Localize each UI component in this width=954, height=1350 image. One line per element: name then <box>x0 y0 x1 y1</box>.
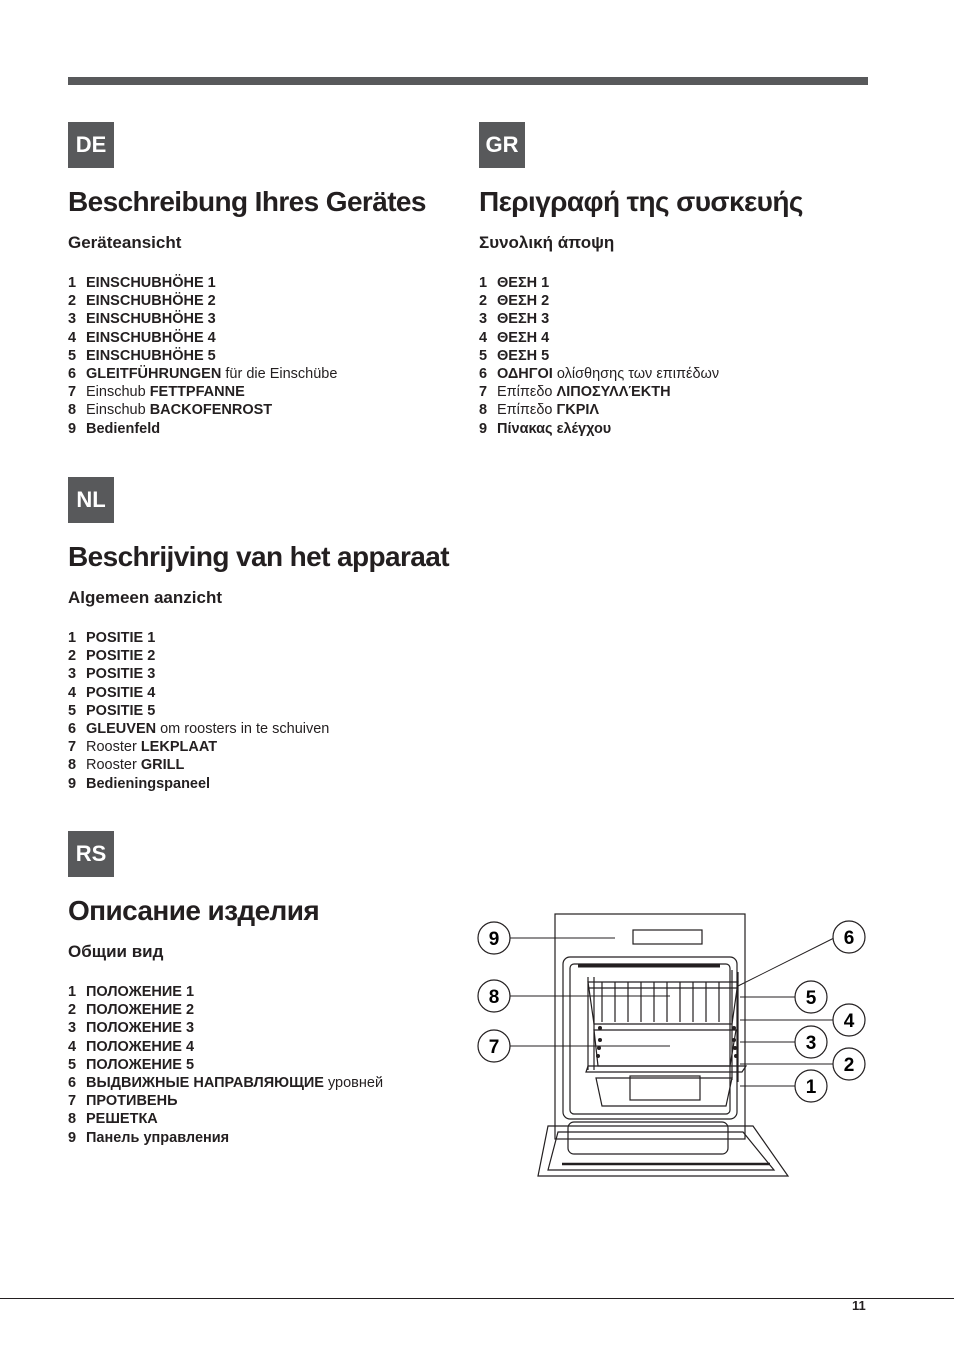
item-number: 4 <box>68 329 77 346</box>
grill-rack <box>588 982 738 1024</box>
item-label: GRILL <box>140 757 185 774</box>
list-item <box>68 310 337 328</box>
list-item <box>479 401 719 419</box>
section-subtitle-rs: Общии вид <box>68 942 164 961</box>
item-label: ПРОТИВЕНЬ <box>86 1093 178 1110</box>
item-label: Πίνακας ελέγχου <box>497 420 612 437</box>
oven-cavity-frame <box>563 957 737 1119</box>
item-number: 1 <box>68 630 77 646</box>
item-suffix: уровней <box>323 1075 384 1092</box>
item-label: GLEITFÜHRUNGEN <box>86 366 222 383</box>
item-number: 5 <box>68 1056 77 1073</box>
oven-diagram <box>470 900 870 1190</box>
list-item <box>68 1019 383 1037</box>
item-label: GLEUVEN <box>86 721 157 738</box>
item-number: 7 <box>68 1093 77 1110</box>
callout-9 <box>478 922 510 954</box>
list-item <box>68 665 329 683</box>
section-subtitle-gr: Συνολική άποψη <box>479 233 615 252</box>
rail-dots <box>596 1026 738 1058</box>
item-number: 8 <box>68 1111 77 1128</box>
item-number: 8 <box>479 402 488 419</box>
svg-text:1: 1 <box>805 1077 817 1098</box>
item-number: 3 <box>479 311 488 328</box>
item-suffix: ολίσθησης των επιπέδων <box>552 366 720 383</box>
item-label: ПОЛОЖЕНИЕ 5 <box>86 1056 195 1073</box>
svg-text:7: 7 <box>488 1037 500 1058</box>
item-number: 3 <box>68 1020 77 1037</box>
section-rs <box>68 831 468 1146</box>
leader-lines <box>508 938 834 1086</box>
list-item <box>479 274 719 292</box>
item-label: ΛΙΠΟΣΥΛΛΈΚΤΗ <box>556 384 671 401</box>
item-number: 7 <box>479 384 488 401</box>
svg-text:3: 3 <box>805 1033 817 1054</box>
list-item <box>68 401 337 419</box>
list-item <box>68 983 383 1001</box>
list-item <box>68 292 337 310</box>
section-title-nl: Beschrijving van het apparaat <box>68 541 449 572</box>
item-number: 9 <box>68 420 77 437</box>
item-label: ПОЛОЖЕНИЕ 2 <box>86 1002 195 1019</box>
item-number: 5 <box>479 347 488 364</box>
item-number: 9 <box>479 420 488 437</box>
item-label: ΘΕΣΗ 2 <box>497 293 550 310</box>
item-number: 2 <box>68 293 77 310</box>
drip-tray <box>586 1030 746 1072</box>
item-label: Bedienfeld <box>86 420 161 437</box>
item-prefix: Rooster <box>86 739 141 756</box>
item-number: 2 <box>68 1002 77 1019</box>
item-suffix: om roosters in te schuiven <box>156 721 330 738</box>
item-label: POSITIE 3 <box>86 666 156 683</box>
item-prefix: Einschub <box>86 384 150 401</box>
list-item <box>479 365 719 383</box>
list-item <box>68 684 329 702</box>
item-number: 6 <box>68 1075 77 1092</box>
item-label: Bedieningspaneel <box>86 775 211 792</box>
list-item <box>68 1038 383 1056</box>
parts-list-gr <box>479 274 719 438</box>
item-number: 4 <box>68 684 77 701</box>
svg-text:9: 9 <box>488 929 500 950</box>
callout-2 <box>833 1048 865 1080</box>
item-label: POSITIE 4 <box>86 684 156 701</box>
list-item <box>68 720 329 738</box>
list-item <box>479 420 719 438</box>
item-label: EINSCHUBHÖHE 1 <box>86 275 216 291</box>
list-item <box>68 274 337 292</box>
list-item <box>68 1074 383 1092</box>
item-label: ΘΕΣΗ 5 <box>497 347 550 364</box>
item-label: EINSCHUBHÖHE 2 <box>86 293 216 310</box>
item-number: 6 <box>479 366 488 383</box>
item-number: 2 <box>479 293 488 310</box>
item-number: 9 <box>68 775 77 792</box>
list-item <box>479 329 719 347</box>
svg-text:8: 8 <box>488 987 500 1008</box>
callout-6 <box>833 921 865 953</box>
item-label: FETTPFANNE <box>149 384 245 401</box>
callout-3 <box>795 1026 827 1058</box>
item-label: ВЫДВИЖНЫЕ НАПРАВЛЯЮЩИЕ <box>86 1075 324 1092</box>
bottom-rule <box>0 1298 954 1299</box>
section-de <box>68 122 468 437</box>
list-item <box>68 383 337 401</box>
item-number: 2 <box>68 648 77 665</box>
item-label: POSITIE 1 <box>86 630 156 646</box>
item-label: POSITIE 5 <box>86 702 156 719</box>
list-item <box>68 365 337 383</box>
list-item <box>68 1001 383 1019</box>
section-gr <box>479 122 879 437</box>
list-item <box>479 347 719 365</box>
list-item <box>479 383 719 401</box>
item-number: 1 <box>68 275 77 291</box>
list-item <box>479 310 719 328</box>
section-title-gr: Περιγραφή της συσκευής <box>479 186 803 217</box>
list-item <box>68 1092 383 1110</box>
list-item <box>68 329 337 347</box>
section-title-de: Beschreibung Ihres Gerätes <box>68 186 426 217</box>
list-item <box>68 756 329 774</box>
item-number: 8 <box>68 757 77 774</box>
list-item <box>68 738 329 756</box>
list-item <box>68 647 329 665</box>
parts-list-rs <box>68 983 383 1147</box>
section-nl <box>68 477 468 792</box>
item-number: 7 <box>68 384 77 401</box>
list-item <box>479 292 719 310</box>
list-item <box>68 702 329 720</box>
svg-text:2: 2 <box>843 1055 855 1076</box>
item-label: LEKPLAAT <box>140 739 218 756</box>
list-item <box>68 1129 383 1147</box>
item-prefix: Επίπεδο <box>497 384 557 401</box>
list-item <box>68 775 329 793</box>
language-badge-rs: RS <box>68 831 114 877</box>
item-label: Панель управления <box>86 1129 230 1146</box>
item-number: 5 <box>68 347 77 364</box>
callout-4 <box>833 1004 865 1036</box>
item-label: ПОЛОЖЕНИЕ 3 <box>86 1020 195 1037</box>
item-number: 3 <box>68 666 77 683</box>
section-subtitle-nl: Algemeen aanzicht <box>68 588 222 607</box>
item-label: ΟΔΗΓΟΙ <box>497 366 553 383</box>
item-label: EINSCHUBHÖHE 4 <box>86 329 216 346</box>
item-number: 4 <box>68 1038 77 1055</box>
item-label: ΓΚΡΙΛ <box>556 402 600 419</box>
list-item <box>68 420 337 438</box>
item-number: 3 <box>68 311 77 328</box>
item-number: 9 <box>68 1129 77 1146</box>
parts-list-de <box>68 274 337 438</box>
item-prefix: Επίπεδο <box>497 402 557 419</box>
item-label: BACKOFENROST <box>149 402 273 419</box>
language-badge-de: DE <box>68 122 114 168</box>
oven-cabinet <box>555 914 745 1139</box>
door-glass <box>568 1122 728 1154</box>
item-number: 7 <box>68 739 77 756</box>
list-item <box>68 1110 383 1128</box>
item-label: ΘΕΣΗ 4 <box>497 329 550 346</box>
cavity-floor <box>596 1078 732 1106</box>
page-number: 11 <box>852 1298 866 1313</box>
item-label: POSITIE 2 <box>86 648 156 665</box>
callout-8 <box>478 980 510 1012</box>
item-label: ΘΕΣΗ 1 <box>497 275 550 291</box>
item-number: 6 <box>68 366 77 383</box>
callout-1 <box>795 1070 827 1102</box>
item-number: 5 <box>68 702 77 719</box>
item-number: 8 <box>68 402 77 419</box>
callout-7 <box>478 1030 510 1062</box>
item-number: 1 <box>68 984 77 1000</box>
oven-door <box>538 1126 788 1176</box>
svg-text:5: 5 <box>805 988 817 1009</box>
callout-5 <box>795 981 827 1013</box>
item-prefix: Einschub <box>86 402 150 419</box>
item-label: EINSCHUBHÖHE 3 <box>86 311 216 328</box>
item-number: 4 <box>479 329 488 346</box>
parts-list-nl <box>68 629 329 793</box>
item-label: ПОЛОЖЕНИЕ 1 <box>86 984 195 1000</box>
list-item <box>68 1056 383 1074</box>
list-item <box>68 629 329 647</box>
control-display <box>633 930 702 944</box>
item-label: EINSCHUBHÖHE 5 <box>86 347 216 364</box>
item-number: 1 <box>479 275 488 291</box>
item-label: ΘΕΣΗ 3 <box>497 311 550 328</box>
section-title-rs: Описание изделия <box>68 895 320 926</box>
list-item <box>68 347 337 365</box>
language-badge-gr: GR <box>479 122 525 168</box>
top-rule <box>68 77 868 85</box>
item-suffix: für die Einschübe <box>221 366 338 383</box>
floor-panel <box>630 1076 700 1100</box>
svg-text:4: 4 <box>843 1011 855 1032</box>
section-subtitle-de: Geräteansicht <box>68 233 182 252</box>
item-prefix: Rooster <box>86 757 141 774</box>
item-label: ПОЛОЖЕНИЕ 4 <box>86 1038 195 1055</box>
item-number: 6 <box>68 721 77 738</box>
language-badge-nl: NL <box>68 477 114 523</box>
svg-text:6: 6 <box>843 928 855 949</box>
item-label: РЕШЕТКА <box>86 1111 158 1128</box>
